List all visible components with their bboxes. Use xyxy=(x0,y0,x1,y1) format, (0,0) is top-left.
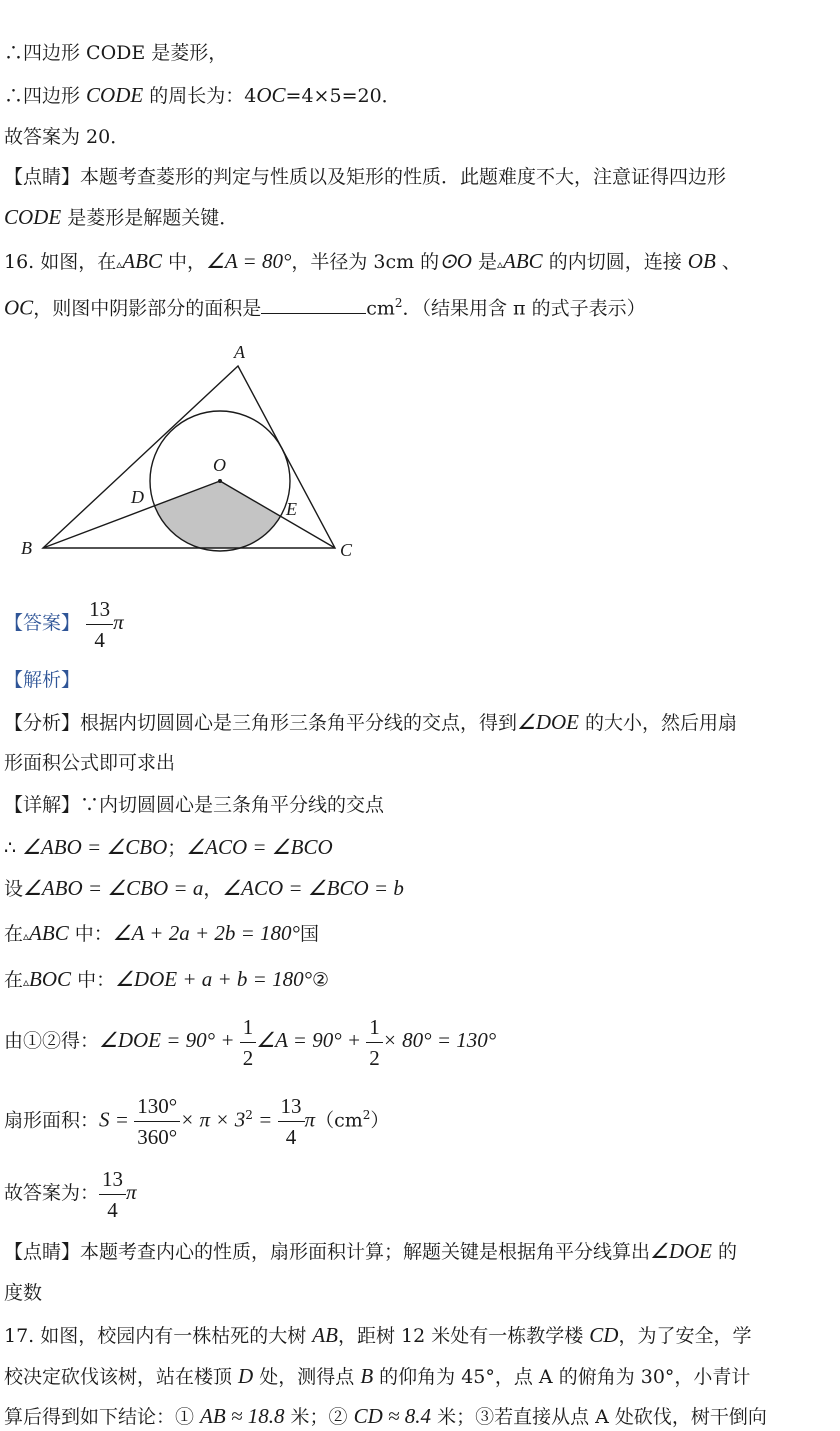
prev-line-4: 【点睛】本题考查菱形的判定与性质以及矩形的性质．此题难度不大，注意证得四边形 xyxy=(4,166,727,188)
s4d: ∠DOE + a + b = 180° xyxy=(115,967,312,991)
s6e: × π × 3 xyxy=(180,1107,246,1132)
triangle-symbol: ▵ xyxy=(497,257,504,271)
s6k: （cm xyxy=(315,1109,363,1132)
q17-l1e: ，为了安全，学 xyxy=(618,1325,752,1347)
s7c: 4 xyxy=(107,1197,118,1222)
dj1a: 【点睛】本题考查内心的性质，扇形面积计算；解题关键是根据角平分线算出 xyxy=(4,1241,651,1263)
q17-l1c: ，距树 12 米处有一栋教学楼 xyxy=(337,1325,590,1347)
s3d: ∠A + 2a + 2b = 180° xyxy=(112,921,300,945)
q17-l1d: CD xyxy=(589,1323,619,1347)
s7a: 故答案为： xyxy=(4,1182,100,1204)
prev-line-2a: ∴四边形 xyxy=(4,85,87,107)
fenxi-line-1 xyxy=(4,709,737,736)
s2c: ， xyxy=(203,878,223,900)
q17-l2e: 的仰角为 45°，点 A 的俯角为 30°，小青计 xyxy=(373,1366,751,1388)
answer-label: 【答案】 xyxy=(4,612,81,634)
dj1c: 的 xyxy=(712,1241,738,1263)
fenxi-line-2 xyxy=(4,750,175,776)
answer-line xyxy=(4,592,124,655)
s3e: 国 xyxy=(299,923,319,945)
q16-unit: cm xyxy=(366,297,395,320)
s6h: 13 xyxy=(278,1091,305,1122)
half-fraction xyxy=(366,1012,383,1073)
q16-b: ABC xyxy=(122,249,162,273)
s6g: = xyxy=(252,1107,278,1132)
s3b: ABC xyxy=(29,921,69,945)
answer-num: 13 xyxy=(86,594,113,625)
question-16-line-1 xyxy=(4,248,741,277)
q16-a: 16. 如图，在 xyxy=(4,251,117,273)
label-b: B xyxy=(21,538,32,558)
s3c: 中： xyxy=(68,923,113,945)
answer-den: 4 xyxy=(94,627,105,652)
q16-i: 的内切圆，连接 xyxy=(542,251,688,273)
s7d: π xyxy=(126,1180,137,1204)
question-17-line-1 xyxy=(4,1322,751,1349)
q16-k: 、 xyxy=(715,251,741,273)
s4e: ② xyxy=(312,969,330,991)
fx1b: ∠DOE xyxy=(517,710,580,734)
q16-angle: ∠A = 80° xyxy=(206,249,292,273)
s6a: 扇形面积： xyxy=(4,1109,100,1132)
answer-blank xyxy=(261,295,366,314)
q16-g: 是 xyxy=(471,251,497,273)
question-17-line-3 xyxy=(4,1403,767,1430)
step-6 xyxy=(4,1085,389,1152)
s6f: 2 xyxy=(245,1108,253,1122)
xiangjie-line xyxy=(4,792,384,818)
q16-l2e: ．（结果用含 π 的式子表示） xyxy=(402,297,646,320)
dianjing-line-1 xyxy=(4,1238,737,1265)
step-4 xyxy=(4,966,329,995)
q17-l3c: 米；② xyxy=(284,1406,354,1428)
q17-l3a: 算后得到如下结论：① xyxy=(4,1406,201,1428)
prev-line-5b: 是菱形是解题关键． xyxy=(61,207,239,229)
s5a: 由①②得： xyxy=(4,1030,100,1052)
s1c: ； xyxy=(167,837,187,859)
s6m: ） xyxy=(370,1109,390,1132)
analysis-label: 【解析】 xyxy=(4,669,81,691)
s6i: 4 xyxy=(285,1124,297,1149)
prev-line-3: 故答案为 20． xyxy=(4,126,130,148)
label-d: D xyxy=(131,487,144,507)
q17-l1b: AB xyxy=(312,1323,338,1347)
angle-fraction xyxy=(134,1091,180,1152)
q16-unit-exp: 2 xyxy=(394,296,403,310)
result-fraction xyxy=(278,1091,305,1152)
prev-line-2e: =4×5=20． xyxy=(285,85,401,107)
answer-pi: π xyxy=(113,610,124,634)
q17-l2c: 处，测得点 xyxy=(253,1366,361,1388)
triangle-symbol: ▵ xyxy=(116,257,123,271)
prev-line-5a: CODE xyxy=(4,205,62,229)
s5g: 2 xyxy=(369,1045,380,1070)
final-fraction xyxy=(99,1164,126,1225)
s5b: ∠DOE = 90° + xyxy=(99,1028,240,1052)
q17-l2d: B xyxy=(360,1364,374,1388)
s5c: 1 xyxy=(240,1012,257,1043)
dianjing-line-2 xyxy=(4,1280,42,1306)
s5f: 1 xyxy=(366,1012,383,1043)
s2d: ∠ACO = ∠BCO = b xyxy=(222,876,404,900)
s3a: 在 xyxy=(4,923,24,945)
q16-circle: ⊙O xyxy=(439,249,472,273)
step-5 xyxy=(4,1010,496,1073)
q17-l1a: 17. 如图，校园内有一株枯死的大树 xyxy=(4,1325,313,1347)
prev-line-2c: 的周长为：4 xyxy=(143,85,257,107)
q16-l2a: OC xyxy=(4,295,34,320)
q17-l3d: CD ≈ 8.4 xyxy=(353,1404,432,1428)
label-o: O xyxy=(213,455,226,475)
text-line xyxy=(4,40,227,66)
s2a: 设 xyxy=(4,878,24,900)
xj: 【详解】∵内切圆圆心是三条角平分线的交点 xyxy=(4,794,385,816)
fx1c: 的大小，然后用扇 xyxy=(579,712,738,734)
step-3 xyxy=(4,920,319,949)
s6d: 360° xyxy=(137,1124,178,1149)
label-a: A xyxy=(234,342,245,362)
dj2: 度数 xyxy=(4,1282,43,1304)
q17-l2a: 校决定砍伐该树，站在楼顶 xyxy=(4,1366,239,1388)
s5d: 2 xyxy=(242,1045,254,1070)
prev-line-2d: OC xyxy=(256,83,286,107)
triangle-incircle-figure xyxy=(15,340,365,570)
answer-fraction xyxy=(86,594,113,655)
q17-l2b: D xyxy=(238,1364,254,1388)
fx1a: 【分析】根据内切圆圆心是三角形三条角平分线的交点，得到 xyxy=(4,712,518,734)
step-7 xyxy=(4,1162,137,1225)
q17-l3e: 米；③若直接从点 A 处砍伐，树干倒向 xyxy=(431,1406,767,1428)
s6l: 2 xyxy=(362,1108,371,1122)
s4a: 在 xyxy=(4,969,24,991)
fx2: 形面积公式即可求出 xyxy=(4,752,176,774)
prev-line-1: ∴四边形 CODE 是菱形， xyxy=(4,42,228,64)
q16-l2b: ，则图中阴影部分的面积是 xyxy=(33,297,262,320)
s5e: ∠A = 90° + xyxy=(256,1028,367,1052)
label-e: E xyxy=(286,499,297,519)
q16-e: ，半径为 3cm 的 xyxy=(291,251,440,273)
s6c: 130° xyxy=(134,1091,180,1122)
q16-j: OB xyxy=(687,249,716,273)
text-line xyxy=(4,164,726,190)
s1d: ∠ACO = ∠BCO xyxy=(186,835,333,859)
prev-line-2b: CODE xyxy=(86,83,144,107)
s5h: × 80° = 130° xyxy=(382,1028,497,1052)
s1b: ∠ABO = ∠CBO xyxy=(22,835,168,859)
triangle-symbol: ▵ xyxy=(23,929,30,943)
triangle-symbol: ▵ xyxy=(23,975,30,989)
center-point xyxy=(218,479,222,483)
s2b: ∠ABO = ∠CBO = a xyxy=(23,876,204,900)
text-line xyxy=(4,204,238,231)
s6b: S = xyxy=(99,1107,135,1132)
s4c: 中： xyxy=(71,969,116,991)
q16-c: 中， xyxy=(161,251,207,273)
s6j: π xyxy=(304,1107,316,1132)
step-1 xyxy=(4,834,333,861)
dj1b: ∠DOE xyxy=(650,1239,713,1263)
s7b: 13 xyxy=(99,1164,126,1195)
text-line xyxy=(4,124,129,150)
question-16-line-2 xyxy=(4,290,646,321)
question-17-line-2 xyxy=(4,1363,750,1390)
step-2 xyxy=(4,875,404,902)
s4b: BOC xyxy=(29,967,72,991)
text-line xyxy=(4,82,401,109)
s1a: ∴ xyxy=(4,837,23,859)
analysis-label-line xyxy=(4,667,80,693)
q16-h: ABC xyxy=(503,249,543,273)
half-fraction xyxy=(240,1012,257,1073)
label-c: C xyxy=(340,540,353,560)
q17-l3b: AB ≈ 18.8 xyxy=(200,1404,285,1428)
